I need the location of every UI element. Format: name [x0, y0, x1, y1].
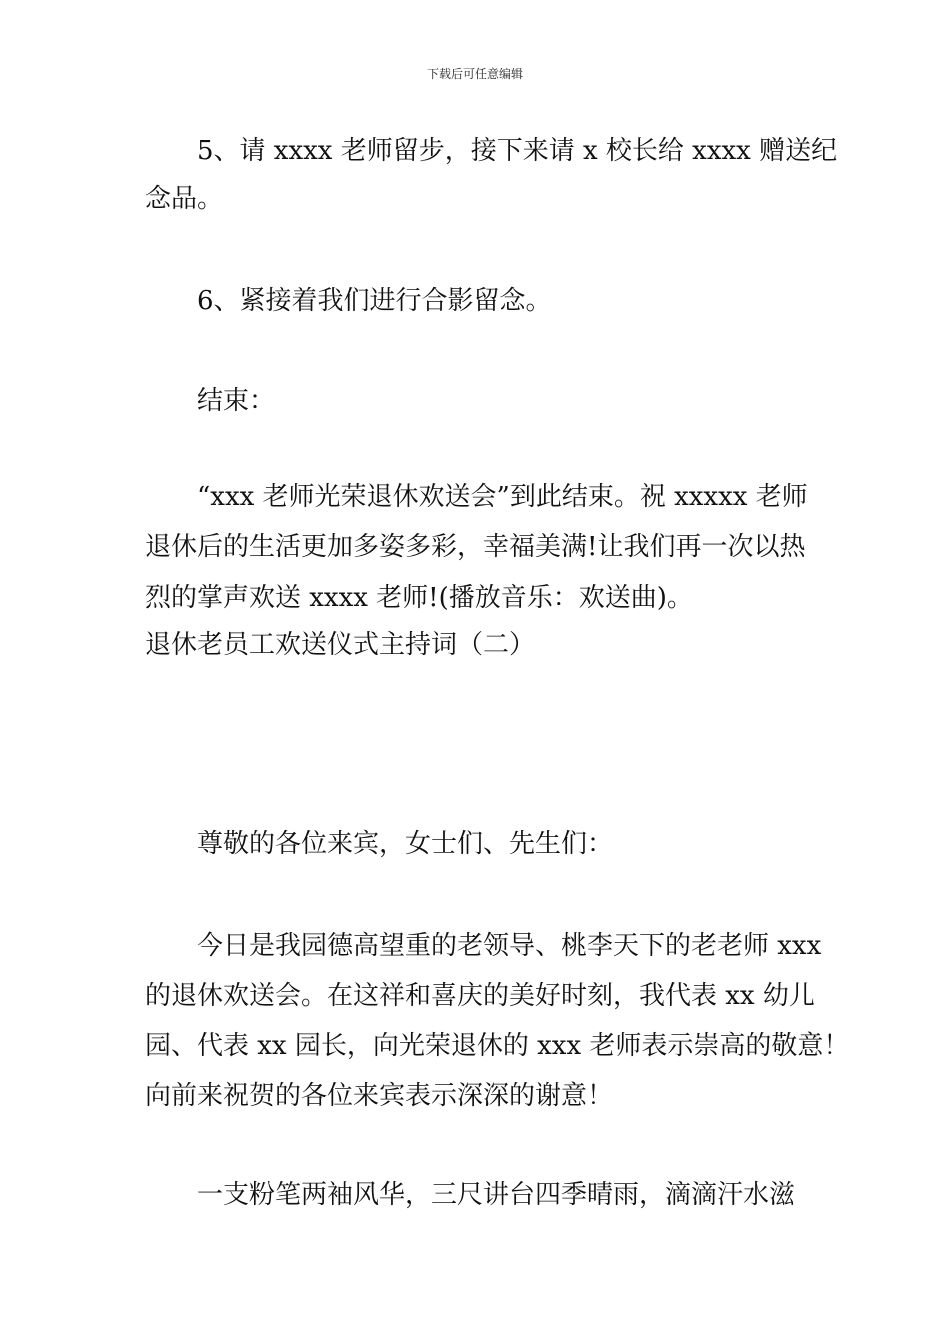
paragraph-line: 烈的掌声欢送 xxxx 老师!(播放音乐：欢送曲)。 — [145, 583, 693, 613]
paragraph-line: 尊敬的各位来宾，女士们、先生们： — [197, 829, 614, 859]
paragraph-line: “xxx 老师光荣退休欢送会”到此结束。祝 xxxxx 老师 — [197, 482, 808, 512]
paragraph-line: 一支粉笔两袖风华，三尺讲台四季晴雨，滴滴汗水滋 — [197, 1180, 796, 1210]
paragraph-line: 今日是我园德高望重的老领导、桃李天下的老老师 xxx — [197, 931, 822, 961]
page-header-note: 下载后可任意编辑 — [426, 67, 523, 81]
paragraph-line: 结束： — [197, 386, 276, 416]
paragraph-line: 的退休欢送会。在这祥和喜庆的美好时刻，我代表 xx 幼儿 — [145, 981, 815, 1011]
paragraph-line: 退休后的生活更加多姿多彩，幸福美满!让我们再一次以热 — [145, 532, 806, 562]
section-heading: 退休老员工欢送仪式主持词（二） — [145, 630, 536, 660]
paragraph-line: 5、请 xxxx 老师留步，接下来请 x 校长给 xxxx 赠送纪 — [197, 136, 838, 166]
paragraph-line: 园、代表 xx 园长，向光荣退休的 xxx 老师表示崇高的敬意！ — [145, 1031, 850, 1061]
paragraph-line: 念品。 — [145, 184, 224, 214]
paragraph-line: 向前来祝贺的各位来宾表示深深的谢意！ — [145, 1081, 614, 1111]
paragraph-line: 6、紧接着我们进行合影留念。 — [197, 286, 552, 316]
